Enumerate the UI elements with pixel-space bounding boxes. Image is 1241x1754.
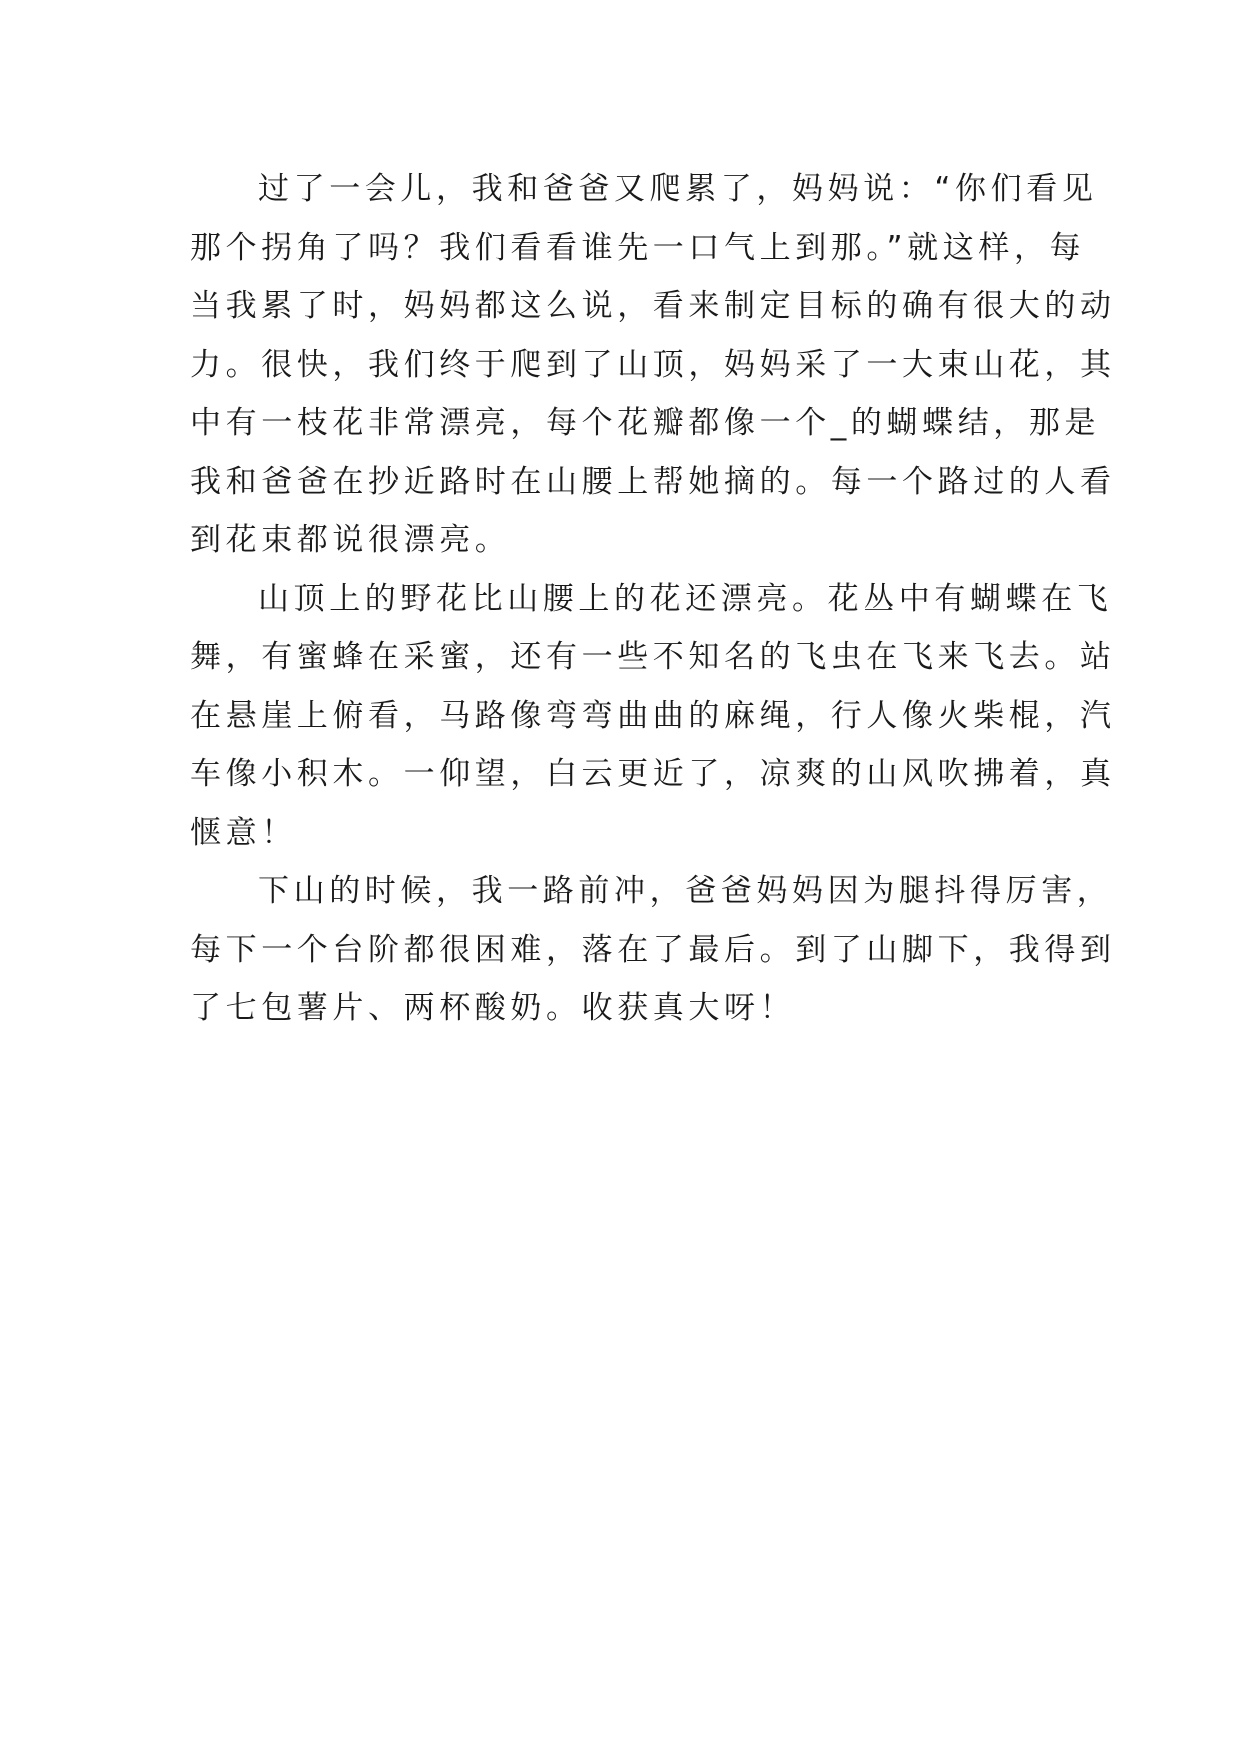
paragraph-line: 力。很快，我们终于爬到了山顶，妈妈采了一大束山花，其 <box>190 346 1116 383</box>
paragraph-line: 惬意！ <box>190 814 297 851</box>
paragraph-line: 我和爸爸在抄近路时在山腰上帮她摘的。每一个路过的人看 <box>190 463 1116 500</box>
paragraph-line: 中有一枝花非常漂亮，每个花瓣都像一个_的蝴蝶结，那是 <box>190 405 1101 441</box>
paragraph-line: 当我累了时，妈妈都这么说，看来制定目标的确有很大的动 <box>190 288 1116 324</box>
paragraph-line: 在悬崖上俯看，马路像弯弯曲曲的麻绳，行人像火柴棍，汽 <box>190 697 1116 734</box>
paragraph-line: 到花束都说很漂亮。 <box>190 522 511 558</box>
paragraph-2 <box>190 570 1116 863</box>
paragraph-line: 过了一会儿，我和爸爸又爬累了，妈妈说：“你们看见 <box>258 171 1098 207</box>
paragraph-3 <box>190 862 1116 1038</box>
paragraph-1 <box>190 160 1116 570</box>
paragraph-line: 山顶上的野花比山腰上的花还漂亮。花丛中有蝴蝶在飞 <box>258 580 1113 617</box>
paragraph-line: 每下一个台阶都很困难，落在了最后。到了山脚下，我得到 <box>190 931 1116 968</box>
paragraph-line: 舞，有蜜蜂在采蜜，还有一些不知名的飞虫在飞来飞去。站 <box>190 639 1116 675</box>
paragraph-line: 那个拐角了吗？我们看看谁先一口气上到那。”就这样，每 <box>190 229 1086 266</box>
paragraph-line: 车像小积木。一仰望，白云更近了，凉爽的山风吹拂着，真 <box>190 756 1116 792</box>
paragraph-line: 了七包薯片、两杯酸奶。收获真大呀！ <box>190 990 796 1026</box>
paragraph-line: 下山的时候，我一路前冲，爸爸妈妈因为腿抖得厉害， <box>258 873 1113 909</box>
essay-text <box>190 160 1116 1038</box>
